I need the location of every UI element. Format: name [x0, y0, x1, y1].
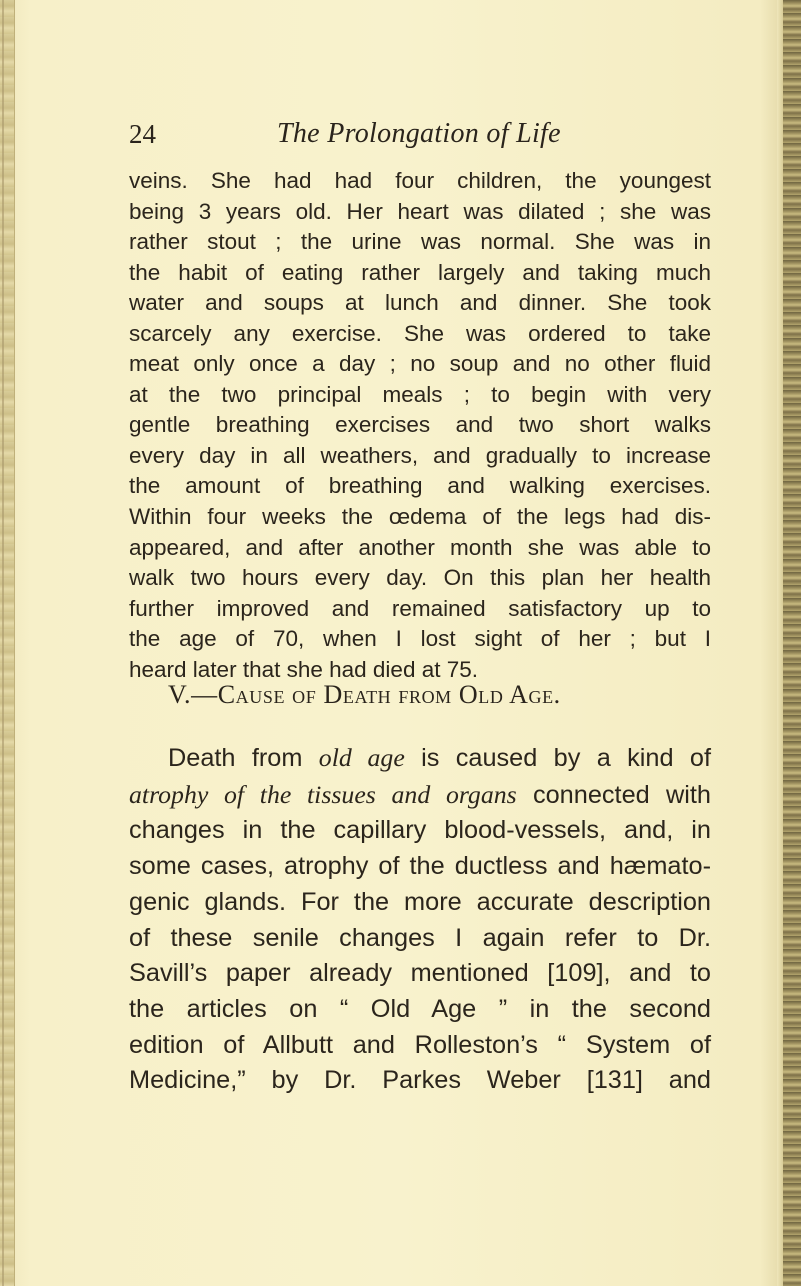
text-line: Savill’s paper already mentioned [109], and to: [129, 959, 711, 988]
text-line: of these senile changes I again refer to Dr.: [129, 923, 711, 952]
left-binding-edge: [0, 0, 15, 1286]
text-line: meat only once a day ; no soup and no other fluid: [129, 351, 711, 377]
text-line: further improved and remained satisfactory up to: [129, 595, 711, 621]
text-line: the articles on “ Old Age ” in the second: [129, 994, 711, 1023]
text-line: being 3 years old. Her heart was dilated ; she was: [129, 198, 711, 224]
text-line: the habit of eating rather largely and taking much: [129, 259, 711, 285]
text-line: walk two hours every day. On this plan her health: [129, 565, 711, 591]
text-line: veins. She had had four children, the youngest: [129, 168, 711, 193]
section-heading: [168, 678, 728, 712]
text-line: the age of 70, when I lost sight of her ; but I: [129, 626, 711, 652]
text-line: Within four weeks the œdema of the legs had dis-: [129, 504, 711, 530]
text-fragment: connected with: [516, 780, 711, 809]
section-title: Cause of Death from Old Age.: [217, 680, 561, 709]
text-line: appeared, and after another month she was able to: [129, 534, 711, 560]
text-line: [129, 777, 711, 814]
page-number: 24: [129, 119, 156, 149]
text-line: at the two principal meals ; to begin with very: [129, 381, 711, 407]
text-line: [129, 740, 711, 777]
emphasis-atrophy: atrophy of the tissues and organs: [129, 779, 517, 809]
text-line: gentle breathing exercises and two short walks: [129, 412, 711, 438]
page-header: [129, 117, 709, 157]
text-line: heard later that she had died at 75.: [129, 656, 479, 682]
text-line: scarcely any exercise. She was ordered to take: [129, 320, 711, 346]
text-line: water and soups at lunch and dinner. She took: [129, 290, 711, 316]
running-title: The Prolongation of Life: [277, 118, 561, 149]
text-line: changes in the capillary blood-vessels, and, in: [129, 816, 711, 845]
text-fragment: Death from: [168, 744, 319, 772]
text-fragment: is caused by a kind of: [404, 744, 711, 772]
right-page-block-edge: [783, 0, 801, 1286]
paragraph-old-age: [129, 740, 711, 1099]
emphasis-old-age: old age: [318, 743, 405, 772]
text-line: Medicine,” by Dr. Parkes Weber [131] and: [129, 1066, 711, 1095]
section-number: V.—: [168, 680, 218, 709]
text-line: the amount of breathing and walking exercises.: [129, 473, 711, 499]
paragraph-case-report: [129, 166, 711, 685]
text-line: rather stout ; the urine was normal. She was in: [129, 229, 711, 255]
text-line: edition of Allbutt and Rolleston’s “ System of: [129, 1030, 711, 1059]
text-line: some cases, atrophy of the ductless and hæmato-: [129, 852, 711, 881]
text-line: every day in all weathers, and gradually to increase: [129, 442, 711, 468]
text-line: genic glands. For the more accurate description: [129, 887, 711, 916]
